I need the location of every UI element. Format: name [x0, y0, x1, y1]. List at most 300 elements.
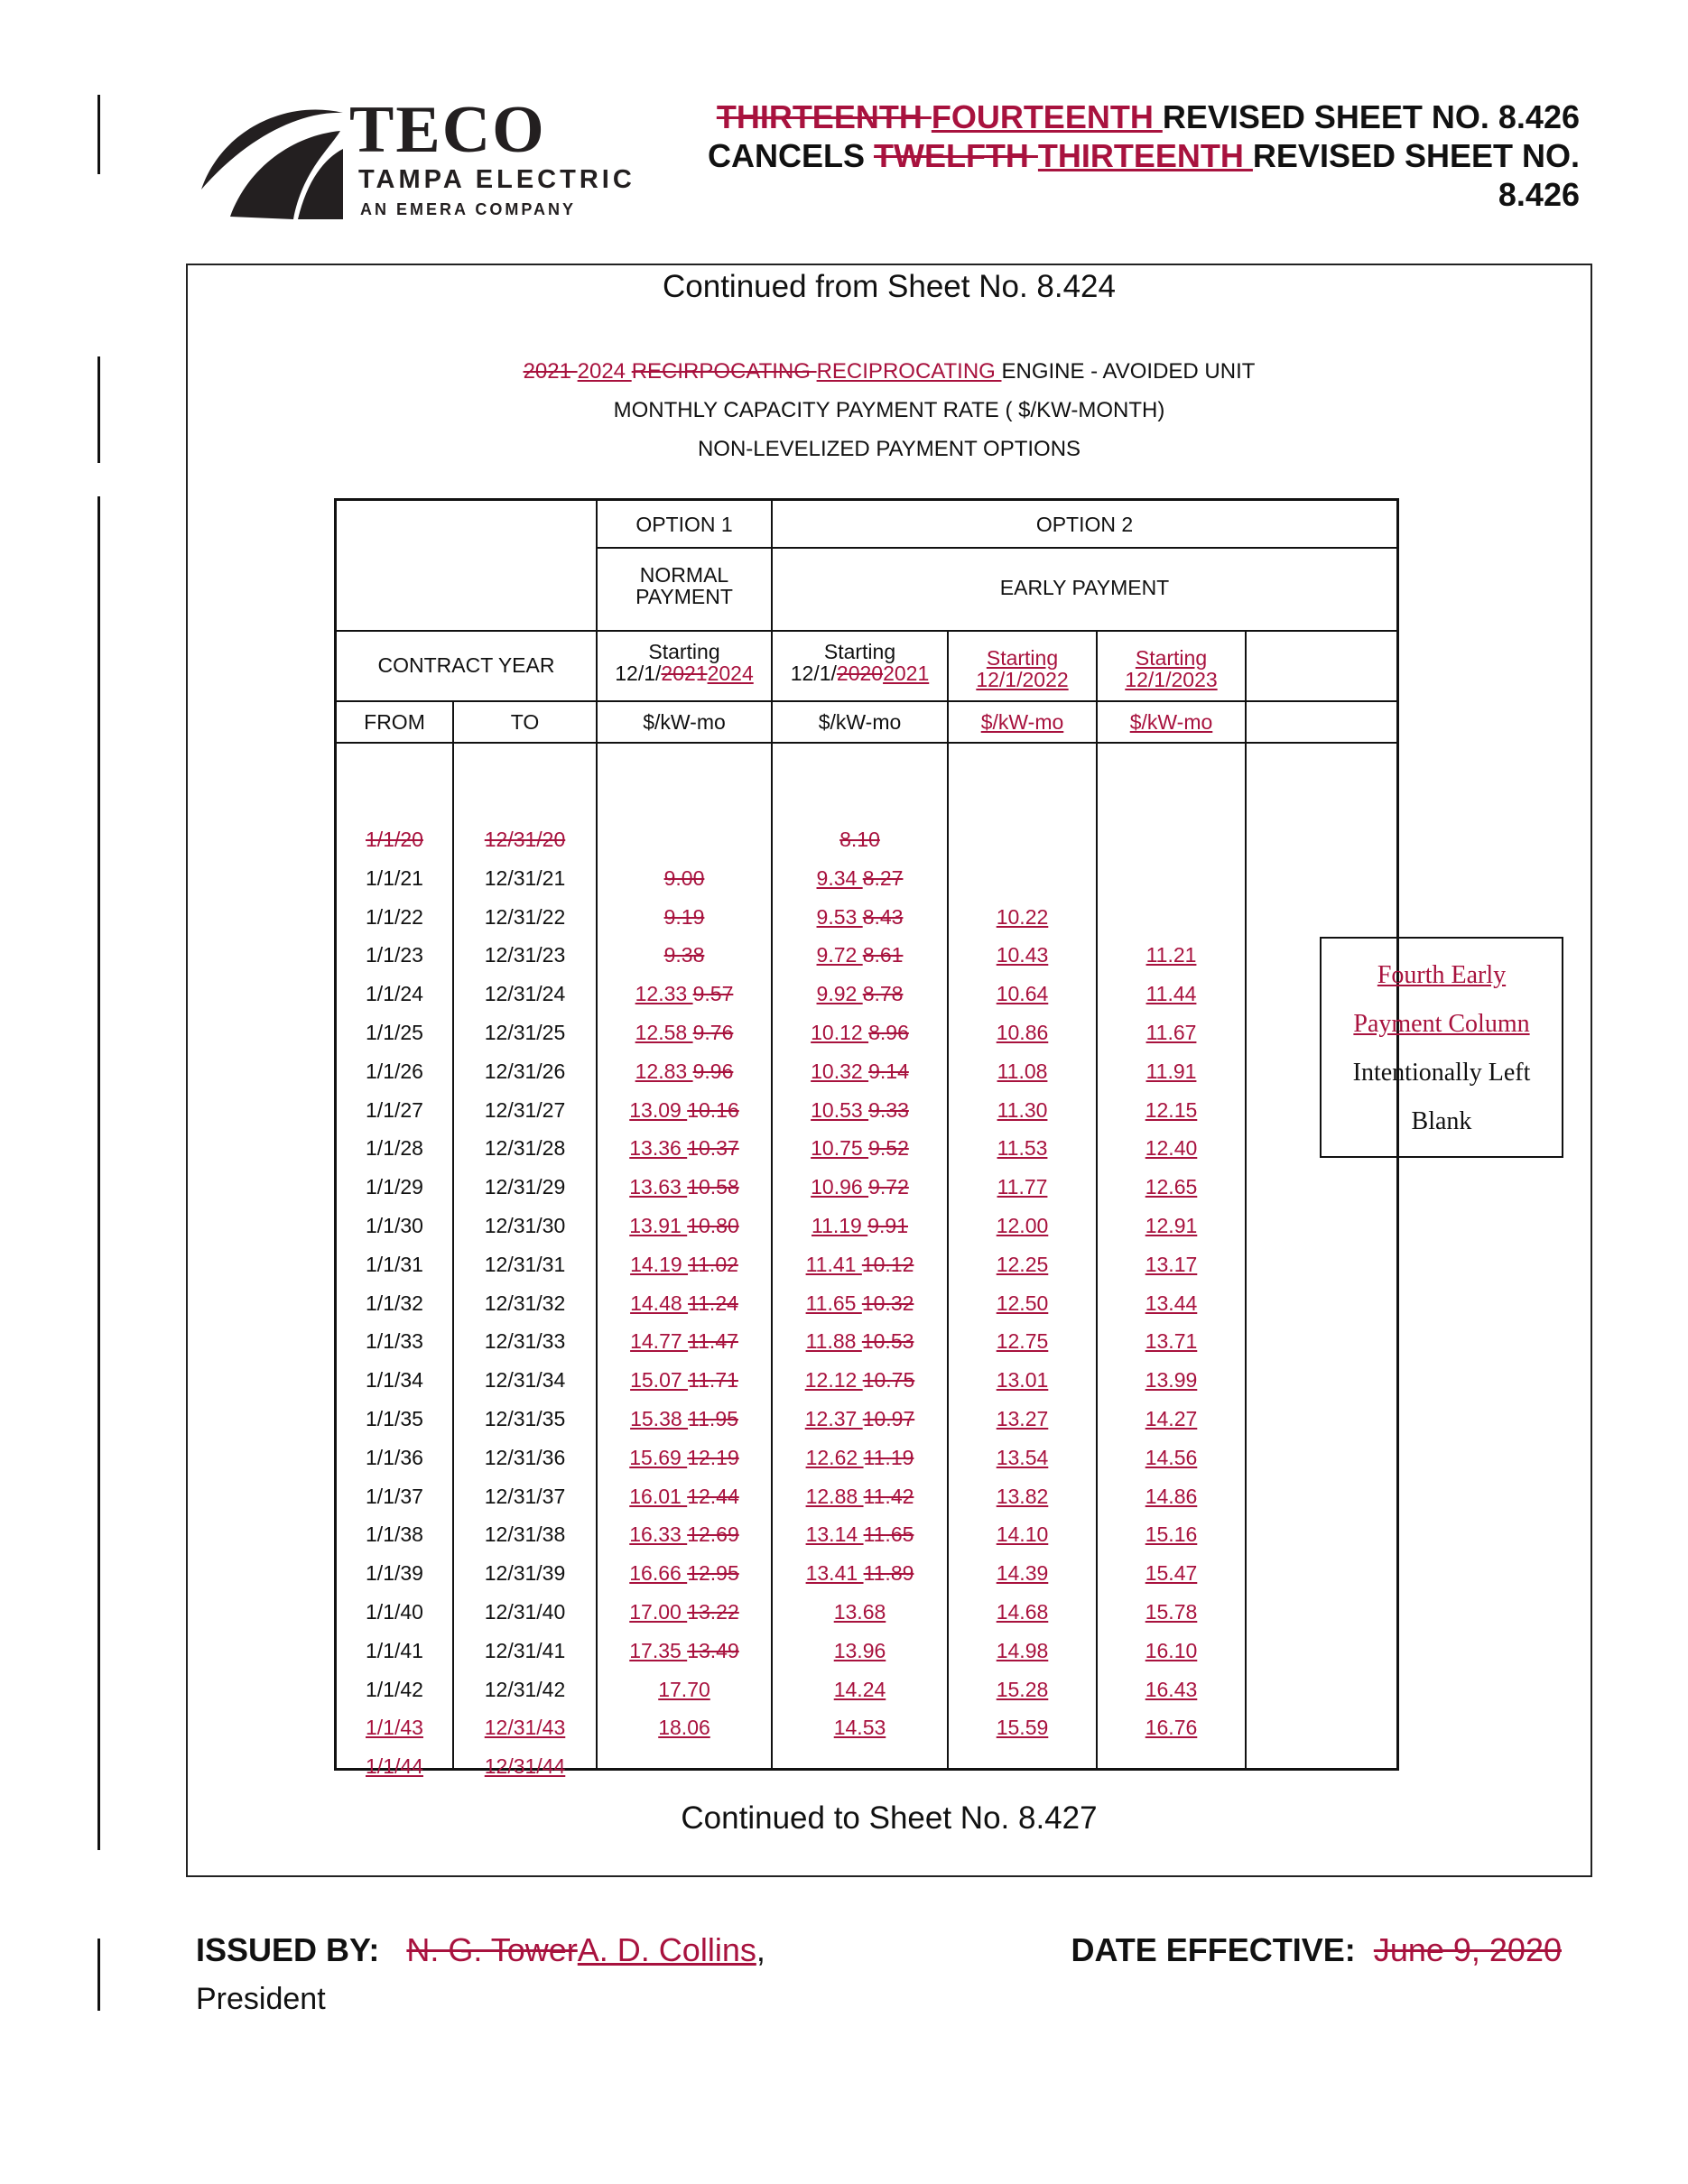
issued-by-label: ISSUED BY: — [196, 1931, 380, 1968]
row-to-date: 12/31/26 — [484, 1059, 566, 1083]
table-hline — [337, 630, 1396, 632]
row-to-date: 12/31/23 — [484, 943, 566, 967]
row-to-date: 12/31/36 — [484, 1445, 566, 1469]
rate-inserted: 17.70 — [658, 1677, 710, 1701]
logo-line2: AN EMERA COMPANY — [360, 200, 577, 218]
rate-deleted: 10.80 — [687, 1214, 739, 1237]
rate-cell — [598, 1407, 771, 1431]
contract-year-header: CONTRACT YEAR — [377, 653, 555, 677]
swoosh-icon — [194, 95, 348, 221]
rate-inserted: 9.34 — [816, 865, 863, 890]
rate-inserted: 14.19 — [630, 1252, 689, 1276]
rate-deleted: 9.72 — [868, 1175, 909, 1199]
rate-inserted: 11.88 — [805, 1329, 862, 1354]
rate-deleted: 12.44 — [687, 1484, 739, 1508]
row-to-date: 12/31/25 — [484, 1021, 566, 1044]
rate-deleted: 10.53 — [861, 1329, 914, 1354]
table-vline — [1245, 630, 1247, 1768]
col4-start-date: 12/1/2023 — [1125, 668, 1218, 691]
row-to-date: 12/31/20 — [484, 828, 566, 851]
rate-cell — [598, 1368, 771, 1393]
note-line3: Intentionally Left — [1352, 1059, 1531, 1087]
header-inserted-text: FOURTEENTH — [931, 98, 1163, 135]
row-to-date: 12/31/35 — [484, 1407, 566, 1430]
rate-cell — [773, 1175, 947, 1199]
start-date-text: 12/1/ — [615, 662, 662, 685]
rate-cell — [773, 1098, 947, 1123]
change-bar — [97, 496, 100, 1850]
title-text: ENGINE - AVOIDED UNIT — [1001, 359, 1256, 384]
rate-cell: 13.54 — [996, 1445, 1049, 1469]
rate-deleted: 11.02 — [688, 1252, 738, 1276]
rate-cell — [773, 1561, 947, 1586]
rate-cell — [598, 1561, 771, 1586]
rate-cell: 13.17 — [1145, 1252, 1198, 1276]
rate-cell — [598, 1600, 771, 1624]
rate-inserted: 12.83 — [635, 1059, 693, 1083]
row-to-date: 12/31/24 — [484, 982, 566, 1006]
rate-deleted: 11.47 — [688, 1329, 738, 1354]
continued-to: Continued to Sheet No. 8.427 — [681, 1800, 1098, 1836]
starting-label: Starting — [986, 646, 1059, 670]
logo-brand: TECO — [349, 93, 546, 167]
rate-cell: 11.77 — [997, 1175, 1048, 1199]
row-from-date: 1/1/32 — [366, 1291, 423, 1315]
rate-deleted: 9.96 — [692, 1059, 734, 1083]
change-bar — [97, 356, 100, 463]
rate-inserted: 13.96 — [833, 1638, 886, 1662]
rate-cell — [598, 1253, 771, 1277]
rate-deleted: 13.22 — [687, 1600, 739, 1624]
rate-inserted: 18.06 — [658, 1716, 710, 1740]
rate-inserted: 14.24 — [833, 1677, 886, 1701]
rate-cell — [598, 905, 771, 930]
header-line2 — [677, 136, 1580, 175]
rate-inserted: 12.33 — [635, 982, 693, 1006]
rate-cell: 12.75 — [996, 1329, 1049, 1354]
col4-unit: $/kW-mo — [1129, 710, 1213, 734]
from-header: FROM — [364, 710, 425, 734]
rate-cell: 11.21 — [1145, 943, 1197, 967]
rate-inserted: 16.33 — [629, 1522, 688, 1547]
rate-cell: 15.28 — [996, 1677, 1049, 1701]
rate-cell: 14.86 — [1145, 1484, 1198, 1508]
header-text: REVISED SHEET NO. — [1252, 137, 1580, 174]
rate-inserted: 10.96 — [811, 1175, 869, 1199]
rate-cell: 10.22 — [996, 904, 1049, 929]
start-date-inserted: 2024 — [707, 662, 754, 685]
row-from-date: 1/1/20 — [366, 828, 423, 851]
issued-by-comma: , — [756, 1931, 765, 1968]
rate-cell — [773, 905, 947, 930]
rate-deleted: 11.89 — [863, 1561, 914, 1586]
rate-cell: 13.01 — [996, 1368, 1049, 1393]
rate-cell — [598, 1639, 771, 1663]
normal-payment-header — [598, 564, 771, 607]
rate-cell: 11.44 — [1145, 982, 1197, 1006]
rate-inserted: 12.58 — [635, 1021, 693, 1044]
rate-deleted: 9.57 — [692, 982, 734, 1006]
rate-cell: 11.53 — [997, 1136, 1048, 1161]
rate-cell: 14.56 — [1145, 1445, 1198, 1469]
rate-inserted: 13.14 — [805, 1522, 864, 1547]
rate-inserted: 9.92 — [816, 982, 863, 1006]
header-text: REVISED SHEET NO. 8.426 — [1162, 98, 1580, 135]
rate-inserted: 12.88 — [805, 1484, 864, 1508]
col3-start-date: 12/1/2022 — [976, 668, 1069, 691]
rate-cell — [598, 1098, 771, 1123]
rate-deleted: 12.69 — [687, 1522, 739, 1547]
rate-deleted: 11.24 — [688, 1291, 738, 1315]
row-to-date: 12/31/31 — [484, 1252, 566, 1276]
rate-cell: 14.98 — [996, 1638, 1049, 1662]
payment-table — [334, 498, 1399, 1779]
rate-inserted: 11.19 — [811, 1214, 868, 1237]
rate-cell: 13.71 — [1145, 1329, 1198, 1354]
row-from-date: 1/1/33 — [366, 1329, 423, 1354]
rate-deleted: 9.76 — [692, 1021, 734, 1044]
header-deleted-text: THIRTEENTH — [716, 98, 932, 135]
row-to-date: 12/31/44 — [484, 1754, 566, 1779]
rate-inserted: 10.53 — [811, 1097, 869, 1122]
row-from-date: 1/1/40 — [366, 1600, 423, 1624]
normal-payment-line2: PAYMENT — [635, 585, 733, 608]
col2-unit: $/kW-mo — [818, 710, 902, 734]
rate-inserted: 14.53 — [833, 1716, 886, 1740]
header-deleted-text: TWELFTH — [873, 137, 1038, 174]
rate-cell: 14.39 — [996, 1561, 1049, 1586]
rate-deleted: 8.10 — [839, 828, 880, 851]
rate-cell — [598, 1291, 771, 1316]
sheet-header — [677, 97, 1580, 214]
row-to-date: 12/31/27 — [484, 1097, 566, 1122]
rate-deleted: 11.19 — [863, 1445, 914, 1469]
change-bar — [97, 1939, 100, 2011]
title-deleted-text: RECIRPOCATING — [631, 359, 817, 384]
rate-cell — [598, 982, 771, 1006]
row-to-date: 12/31/37 — [484, 1484, 566, 1508]
header-text: CANCELS — [707, 137, 874, 174]
rate-cell: 10.43 — [996, 943, 1049, 967]
rate-cell: 15.16 — [1145, 1522, 1198, 1547]
rate-deleted: 8.96 — [868, 1021, 909, 1044]
row-from-date: 1/1/28 — [366, 1136, 423, 1161]
note-line1: Fourth Early — [1377, 961, 1507, 989]
rate-cell: 16.10 — [1145, 1638, 1198, 1662]
rate-cell: 12.40 — [1145, 1136, 1198, 1161]
note-line4: Blank — [1411, 1107, 1472, 1135]
rate-cell — [773, 1522, 947, 1547]
rate-inserted: 13.63 — [629, 1175, 688, 1199]
rate-cell — [773, 1407, 947, 1431]
row-to-date: 12/31/22 — [484, 904, 566, 929]
rate-deleted: 10.12 — [861, 1252, 914, 1276]
rate-cell — [598, 866, 771, 891]
starting-label: Starting — [1135, 646, 1208, 670]
row-from-date: 1/1/29 — [366, 1175, 423, 1199]
start-date-inserted: 2021 — [883, 662, 930, 685]
rate-inserted: 17.00 — [629, 1600, 688, 1624]
rate-cell — [773, 866, 947, 891]
rate-deleted: 8.61 — [862, 943, 904, 967]
row-from-date: 1/1/22 — [366, 904, 423, 929]
rate-cell: 11.91 — [1145, 1059, 1197, 1083]
rate-cell — [773, 943, 947, 967]
col4-start-header — [1098, 647, 1245, 690]
rate-cell — [773, 1716, 947, 1740]
row-from-date: 1/1/21 — [366, 865, 423, 890]
row-from-date: 1/1/37 — [366, 1484, 423, 1508]
row-to-date: 12/31/39 — [484, 1561, 566, 1586]
rate-cell — [598, 1329, 771, 1354]
rate-deleted: 9.52 — [868, 1136, 909, 1161]
rate-cell: 13.27 — [996, 1407, 1049, 1430]
row-to-date: 12/31/38 — [484, 1522, 566, 1547]
row-from-date: 1/1/34 — [366, 1368, 423, 1393]
row-to-date: 12/31/21 — [484, 865, 566, 890]
row-to-date: 12/31/41 — [484, 1638, 566, 1662]
rate-cell — [773, 1446, 947, 1470]
rate-cell: 12.25 — [996, 1252, 1049, 1276]
rate-inserted: 13.09 — [629, 1097, 688, 1122]
rate-inserted: 13.36 — [629, 1136, 688, 1161]
rate-cell: 15.59 — [996, 1716, 1049, 1740]
row-to-date: 12/31/33 — [484, 1329, 566, 1354]
table-hline — [337, 742, 1396, 744]
rate-cell — [773, 1060, 947, 1084]
rate-cell: 13.99 — [1145, 1368, 1198, 1393]
option1-header: OPTION 1 — [635, 513, 733, 536]
starting-label: Starting — [823, 640, 896, 663]
issued-by-deleted: N. G. Tower — [406, 1931, 578, 1968]
row-from-date: 1/1/36 — [366, 1445, 423, 1469]
header-line1 — [677, 97, 1580, 136]
rate-cell — [598, 1678, 771, 1702]
rate-cell: 15.78 — [1145, 1600, 1198, 1624]
table-hline — [596, 547, 1396, 549]
table-title-line2: MONTHLY CAPACITY PAYMENT RATE ( $/KW-MONTH) — [613, 398, 1165, 422]
rate-inserted: 12.12 — [804, 1368, 863, 1393]
rate-cell — [773, 1253, 947, 1277]
start-date-deleted: 2021 — [661, 662, 708, 685]
rate-cell: 14.10 — [996, 1522, 1049, 1547]
rate-deleted: 11.71 — [688, 1368, 738, 1393]
row-to-date: 12/31/40 — [484, 1600, 566, 1624]
rate-inserted: 9.72 — [816, 943, 863, 967]
option2-header: OPTION 2 — [1035, 513, 1134, 536]
rate-cell — [773, 1485, 947, 1509]
row-to-date: 12/31/30 — [484, 1214, 566, 1237]
row-to-date: 12/31/42 — [484, 1677, 566, 1701]
rate-inserted: 15.38 — [630, 1407, 689, 1430]
rate-deleted: 12.19 — [687, 1445, 739, 1469]
rate-cell — [598, 943, 771, 967]
row-to-date: 12/31/29 — [484, 1175, 566, 1199]
rate-cell — [598, 1021, 771, 1045]
row-to-date: 12/31/28 — [484, 1136, 566, 1161]
rate-deleted: 11.95 — [688, 1407, 738, 1430]
rate-deleted: 10.32 — [861, 1291, 914, 1315]
col1-start-date — [598, 662, 771, 684]
issuer-title: President — [196, 1982, 326, 2016]
rate-inserted: 16.66 — [629, 1561, 688, 1586]
row-to-date: 12/31/34 — [484, 1368, 566, 1393]
row-from-date: 1/1/42 — [366, 1677, 423, 1701]
col2-start-header — [773, 641, 947, 684]
rate-cell — [773, 1368, 947, 1393]
rate-cell: 12.00 — [996, 1214, 1049, 1237]
rate-cell: 14.27 — [1145, 1407, 1198, 1430]
rate-cell: 16.76 — [1145, 1716, 1198, 1740]
rate-deleted: 13.49 — [687, 1638, 739, 1662]
row-from-date: 1/1/23 — [366, 943, 423, 967]
rate-cell — [773, 1678, 947, 1702]
starting-label: Starting — [648, 640, 720, 663]
rate-cell — [598, 1446, 771, 1470]
rate-deleted: 9.19 — [663, 904, 705, 929]
row-from-date: 1/1/35 — [366, 1407, 423, 1430]
rate-inserted: 10.12 — [811, 1021, 869, 1044]
col1-start-header — [598, 641, 771, 684]
rate-deleted: 9.33 — [868, 1097, 909, 1122]
rate-cell — [598, 1060, 771, 1084]
rate-deleted: 8.78 — [862, 982, 904, 1006]
rate-cell: 15.47 — [1145, 1561, 1198, 1586]
rate-deleted: 9.38 — [663, 943, 705, 967]
teco-logo — [194, 95, 663, 221]
rate-inserted: 12.62 — [805, 1445, 864, 1469]
rate-cell — [773, 1021, 947, 1045]
rate-cell: 10.86 — [996, 1021, 1049, 1044]
rate-inserted: 12.37 — [804, 1407, 863, 1430]
rate-deleted: 10.16 — [687, 1097, 739, 1122]
rate-inserted: 9.53 — [816, 904, 863, 929]
date-effective — [1071, 1931, 1562, 1969]
rate-cell — [598, 1175, 771, 1199]
rate-cell: 16.43 — [1145, 1677, 1198, 1701]
row-from-date: 1/1/27 — [366, 1097, 423, 1122]
rate-inserted: 10.32 — [811, 1059, 869, 1083]
date-effective-deleted: June 9, 2020 — [1373, 1931, 1562, 1968]
col2-start-date — [773, 662, 947, 684]
table-hline — [337, 700, 1396, 702]
early-payment-header: EARLY PAYMENT — [999, 576, 1170, 599]
rate-deleted: 8.27 — [862, 865, 904, 890]
row-from-date: 1/1/31 — [366, 1252, 423, 1276]
rate-cell: 10.64 — [996, 982, 1049, 1006]
row-from-date: 1/1/38 — [366, 1522, 423, 1547]
continued-from: Continued from Sheet No. 8.424 — [663, 269, 1116, 304]
row-from-date: 1/1/43 — [366, 1716, 423, 1740]
table-title-line3: NON-LEVELIZED PAYMENT OPTIONS — [697, 437, 1081, 461]
rate-inserted: 14.77 — [630, 1329, 689, 1354]
rate-inserted: 11.65 — [805, 1291, 862, 1315]
rate-cell — [773, 982, 947, 1006]
start-date-text: 12/1/ — [790, 662, 837, 685]
rate-deleted: 11.42 — [863, 1484, 914, 1508]
rate-inserted: 14.48 — [630, 1291, 689, 1315]
rate-deleted: 10.97 — [862, 1407, 915, 1430]
header-line3: 8.426 — [1498, 176, 1580, 213]
title-deleted-text: 2021 — [523, 359, 578, 384]
rate-deleted: 9.14 — [868, 1059, 909, 1083]
rate-deleted: 12.95 — [687, 1561, 739, 1586]
fourth-column-note — [1320, 937, 1563, 1158]
normal-payment-line1: NORMAL — [639, 563, 729, 587]
rate-cell — [773, 1639, 947, 1663]
start-date-deleted: 2020 — [836, 662, 884, 685]
issued-by — [196, 1931, 765, 1969]
rate-cell — [773, 1600, 947, 1624]
date-effective-label: DATE EFFECTIVE: — [1071, 1931, 1356, 1968]
row-from-date: 1/1/26 — [366, 1059, 423, 1083]
rate-cell — [598, 1716, 771, 1740]
table-title-line1 — [186, 359, 1592, 384]
title-inserted-text: 2024 — [577, 359, 632, 384]
row-from-date: 1/1/24 — [366, 982, 423, 1006]
note-line2: Payment Column — [1353, 1010, 1530, 1038]
rate-deleted: 10.37 — [687, 1136, 739, 1161]
issued-by-inserted: A. D. Collins — [577, 1931, 756, 1968]
rate-inserted: 11.41 — [805, 1252, 862, 1276]
rate-cell — [773, 1291, 947, 1316]
rate-cell: 12.91 — [1145, 1214, 1198, 1237]
row-from-date: 1/1/41 — [366, 1638, 423, 1662]
row-from-date: 1/1/30 — [366, 1214, 423, 1237]
rate-cell — [598, 1485, 771, 1509]
rate-inserted: 15.07 — [630, 1368, 689, 1393]
rate-inserted: 13.68 — [833, 1600, 886, 1624]
rate-cell: 13.82 — [996, 1484, 1049, 1508]
rate-cell: 11.67 — [1145, 1021, 1197, 1044]
rate-cell — [773, 1136, 947, 1161]
rate-cell: 11.08 — [997, 1059, 1048, 1083]
rate-deleted: 8.43 — [862, 904, 904, 929]
rate-inserted: 16.01 — [629, 1484, 688, 1508]
rate-cell: 12.65 — [1145, 1175, 1198, 1199]
row-to-date: 12/31/43 — [484, 1716, 566, 1740]
rate-cell — [773, 828, 947, 852]
rate-inserted: 15.69 — [629, 1445, 688, 1469]
rate-cell: 13.44 — [1145, 1291, 1198, 1315]
row-from-date: 1/1/39 — [366, 1561, 423, 1586]
row-to-date: 12/31/32 — [484, 1291, 566, 1315]
rate-cell: 11.30 — [997, 1097, 1048, 1122]
rate-cell: 12.50 — [996, 1291, 1049, 1315]
col1-unit: $/kW-mo — [643, 710, 726, 734]
rate-inserted: 10.75 — [811, 1136, 869, 1161]
row-from-date: 1/1/44 — [366, 1754, 423, 1779]
col3-start-header — [949, 647, 1096, 690]
rate-cell — [598, 1214, 771, 1238]
rate-cell — [773, 1329, 947, 1354]
rate-deleted: 9.00 — [663, 865, 705, 890]
rate-cell — [598, 1136, 771, 1161]
to-header: TO — [510, 710, 540, 734]
title-inserted-text: RECIPROCATING — [816, 359, 1002, 384]
header-inserted-text: THIRTEENTH — [1037, 137, 1253, 174]
rate-inserted: 13.91 — [629, 1214, 688, 1237]
rate-cell: 14.68 — [996, 1600, 1049, 1624]
rate-deleted: 10.75 — [862, 1368, 915, 1393]
rate-cell: 12.15 — [1145, 1097, 1198, 1122]
rate-cell — [773, 1214, 947, 1238]
rate-deleted: 11.65 — [863, 1522, 914, 1547]
logo-line1: TAMPA ELECTRIC — [358, 165, 635, 194]
col3-unit: $/kW-mo — [980, 710, 1064, 734]
rate-cell — [598, 1522, 771, 1547]
rate-deleted: 10.58 — [687, 1175, 739, 1199]
